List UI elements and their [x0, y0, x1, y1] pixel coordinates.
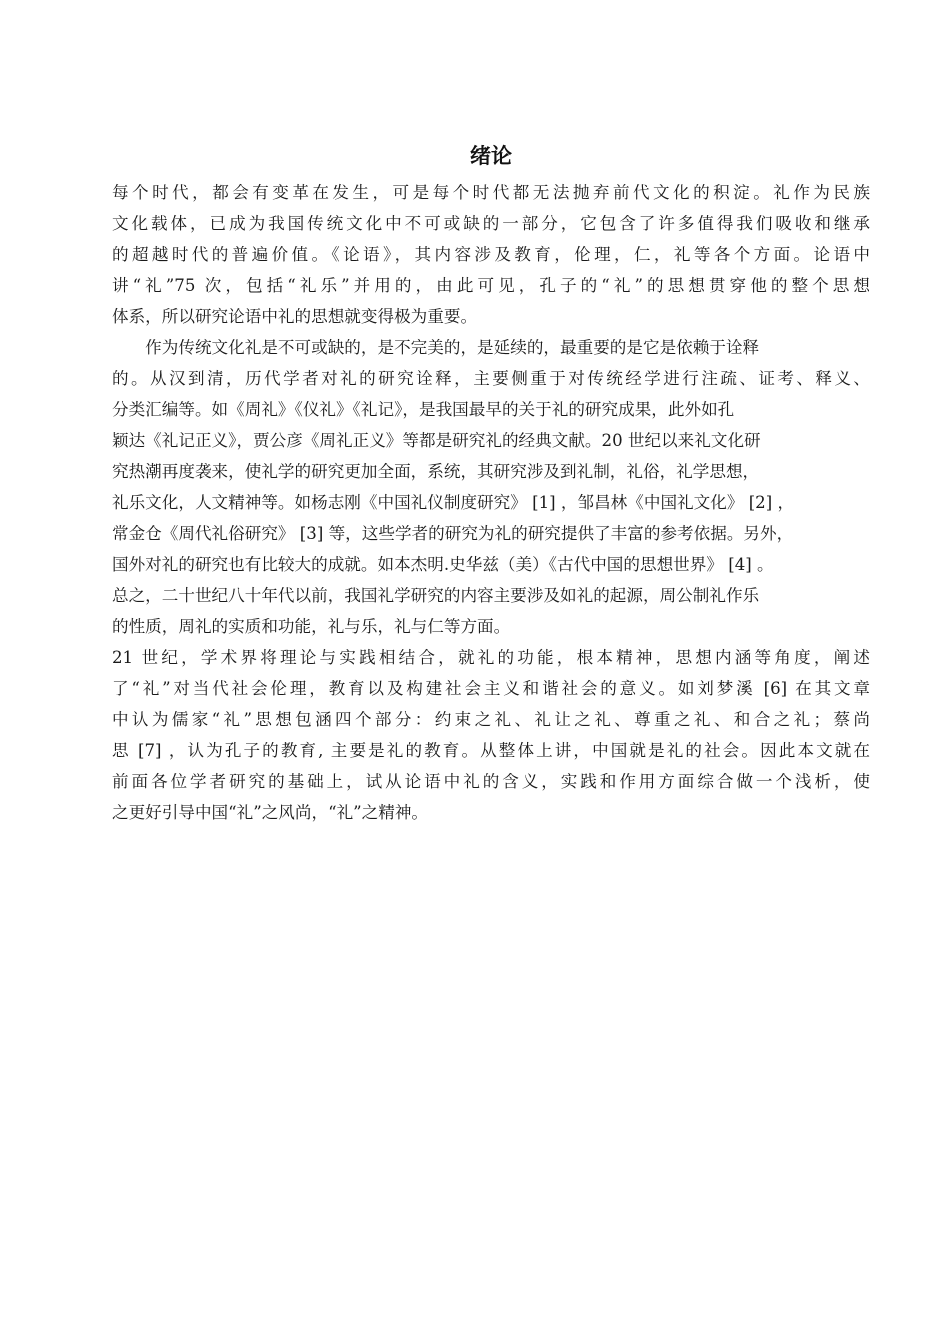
text-line: 常金仓《周代礼俗研究》 [3] 等，这些学者的研究为礼的研究提供了丰富的参考依据。另外， — [112, 524, 794, 543]
text-line: 每个时代，都会有变革在发生，可是每个时代都无法抛弃前代文化的积淀。礼作为民族 — [112, 183, 870, 202]
text-line: 总之，二十世纪八十年代以前，我国礼学研究的内容主要涉及如礼的起源，周公制礼作乐 — [112, 586, 760, 605]
text-line: 的超越时代的普遍价值。《论语》，其内容涉及教育，伦理，仁，礼等各个方面。论语中 — [112, 245, 870, 264]
text-line: 前面各位学者研究的基础上，试从论语中礼的含义，实践和作用方面综合做一个浅析，使 — [112, 772, 870, 791]
text-line: 颖达《礼记正义》，贾公彦《周礼正义》等都是研究礼的经典文献。20 世纪以来礼文化研 — [112, 431, 761, 450]
text-line: 21 世纪，学术界将理论与实践相结合，就礼的功能，根本精神，思想内涵等角度，阐述 — [112, 648, 870, 667]
text-line: 讲“礼”75 次，包括“礼乐”并用的，由此可见，孔子的“礼”的思想贯穿他的整个思想 — [112, 276, 870, 295]
text-line: 之更好引导中国“礼”之风尚，“礼”之精神。 — [112, 803, 429, 822]
text-line: 作为传统文化礼是不可或缺的，是不完美的，是延续的，最重要的是它是依赖于诠释 — [112, 338, 760, 357]
text-line: 思 [7] ，认为孔子的教育, 主要是礼的教育。从整体上讲，中国就是礼的社会。因此本文就在 — [112, 741, 870, 760]
text-line: 的性质，周礼的实质和功能，礼与乐，礼与仁等方面。 — [112, 617, 511, 636]
text-line: 究热潮再度袭来，使礼学的研究更加全面，系统，其研究涉及到礼制，礼俗，礼学思想， — [112, 462, 760, 481]
page-title: 绪论 — [470, 144, 512, 168]
text-line: 体系，所以研究论语中礼的思想就变得极为重要。 — [112, 307, 478, 326]
text-line: 的。从汉到清，历代学者对礼的研究诠释，主要侧重于对传统经学进行注疏、证考、释义、 — [112, 369, 870, 388]
text-line: 了“礼”对当代社会伦理，教育以及构建社会主义和谐社会的意义。如刘梦溪 [6] 在其文章 — [112, 679, 870, 698]
text-line: 中认为儒家“礼”思想包涵四个部分：约束之礼、礼让之礼、尊重之礼、和合之礼；蔡尚 — [112, 710, 870, 729]
text-line: 国外对礼的研究也有比较大的成就。如本杰明.史华兹（美）《古代中国的思想世界》 [4] 。 — [112, 555, 774, 574]
text-line: 文化载体，已成为我国传统文化中不可或缺的一部分，它包含了许多值得我们吸收和继承 — [112, 214, 870, 233]
text-line: 礼乐文化，人文精神等。如杨志刚《中国礼仪制度研究》 [1] ，邹昌林《中国礼文化》 [2] ， — [112, 493, 795, 512]
text-line: 分类汇编等。如《周礼》《仪礼》《礼记》，是我国最早的关于礼的研究成果，此外如孔 — [112, 400, 735, 419]
